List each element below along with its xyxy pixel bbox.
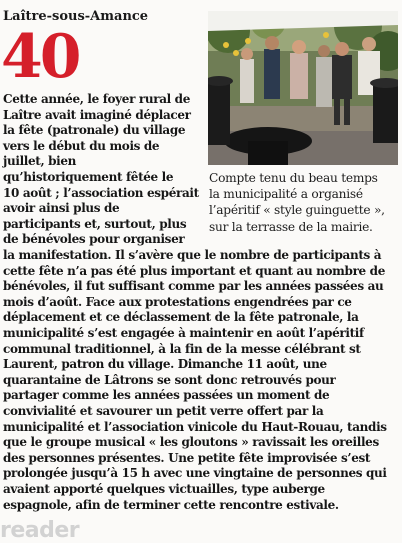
text-line: avoir ainsi plus de	[3, 201, 120, 216]
text-line: municipalité et l’association vinicole du Haut-Rouau, tandis	[3, 419, 387, 434]
text-line: des personnes présentes. Une petite fête improvisée s’est	[3, 450, 371, 465]
big-number: 40	[1, 22, 79, 92]
text-line: avaient apporté quelques victuailles, type auberge	[3, 481, 325, 496]
article-lead	[3, 92, 203, 248]
text-line: la fête (patronale) du village	[3, 123, 186, 138]
text-line: municipalité s’est engagée à maintenir en août l’apéritif	[3, 325, 364, 340]
reader-watermark: reader	[0, 518, 80, 543]
text-line: vers le début du mois de	[3, 138, 160, 153]
text-line: bénévoles, il fut suffisant comme par les années passées au	[3, 279, 384, 294]
text-line: Laître avait imaginé déplacer	[3, 107, 191, 122]
text-line: 10 août ; l’association espérait	[3, 185, 199, 200]
kicker-title: Laître-sous-Amance	[3, 9, 149, 24]
text-line: la manifestation. Il s’avère que le nombre de participants à	[3, 248, 382, 262]
text-line: espagnole, afin de terminer cette rencontre estivale.	[3, 497, 339, 512]
text-line: mois d’août. Face aux protestations engendrées par ce	[3, 294, 352, 309]
caption-line: la municipalité a organisé	[209, 187, 363, 202]
text-line: qu’historiquement fêtée le	[3, 169, 174, 184]
caption-line: sur la terrasse de la mairie.	[209, 219, 373, 234]
text-line: prolongée jusqu’à 15 h avec une vingtaine de personnes qui	[3, 466, 387, 481]
text-line: de bénévoles pour organiser	[3, 232, 185, 247]
event-photo	[208, 11, 398, 165]
article-body	[3, 248, 399, 513]
text-line: Laurent, patron du village. Dimanche 11 août, une	[3, 357, 327, 372]
caption-line: l’apéritif « style guinguette »,	[209, 203, 385, 218]
text-line: participants et, surtout, plus	[3, 216, 187, 231]
text-line: communal traditionnel, à la fin de la messe célébrant st	[3, 341, 361, 356]
text-line: juillet, bien	[3, 154, 77, 169]
text-line: convivialité et savourer un petit verre offert par la	[3, 403, 324, 418]
text-line: que le groupe musical « les gloutons » ravissait les oreilles	[3, 435, 379, 450]
text-line: déplacement et ce déclassement de la fête patronale, la	[3, 310, 359, 325]
text-line: partager comme les années passées un moment de	[3, 388, 330, 403]
photo-caption	[209, 170, 401, 235]
text-line: cette fête n’a pas été plus important et quant au nombre de	[3, 263, 385, 278]
caption-line: Compte tenu du beau temps	[209, 171, 378, 185]
text-line: Cette année, le foyer rural de	[3, 92, 190, 106]
text-line: quarantaine de Lâtrons se sont donc retrouvés pour	[3, 372, 336, 387]
